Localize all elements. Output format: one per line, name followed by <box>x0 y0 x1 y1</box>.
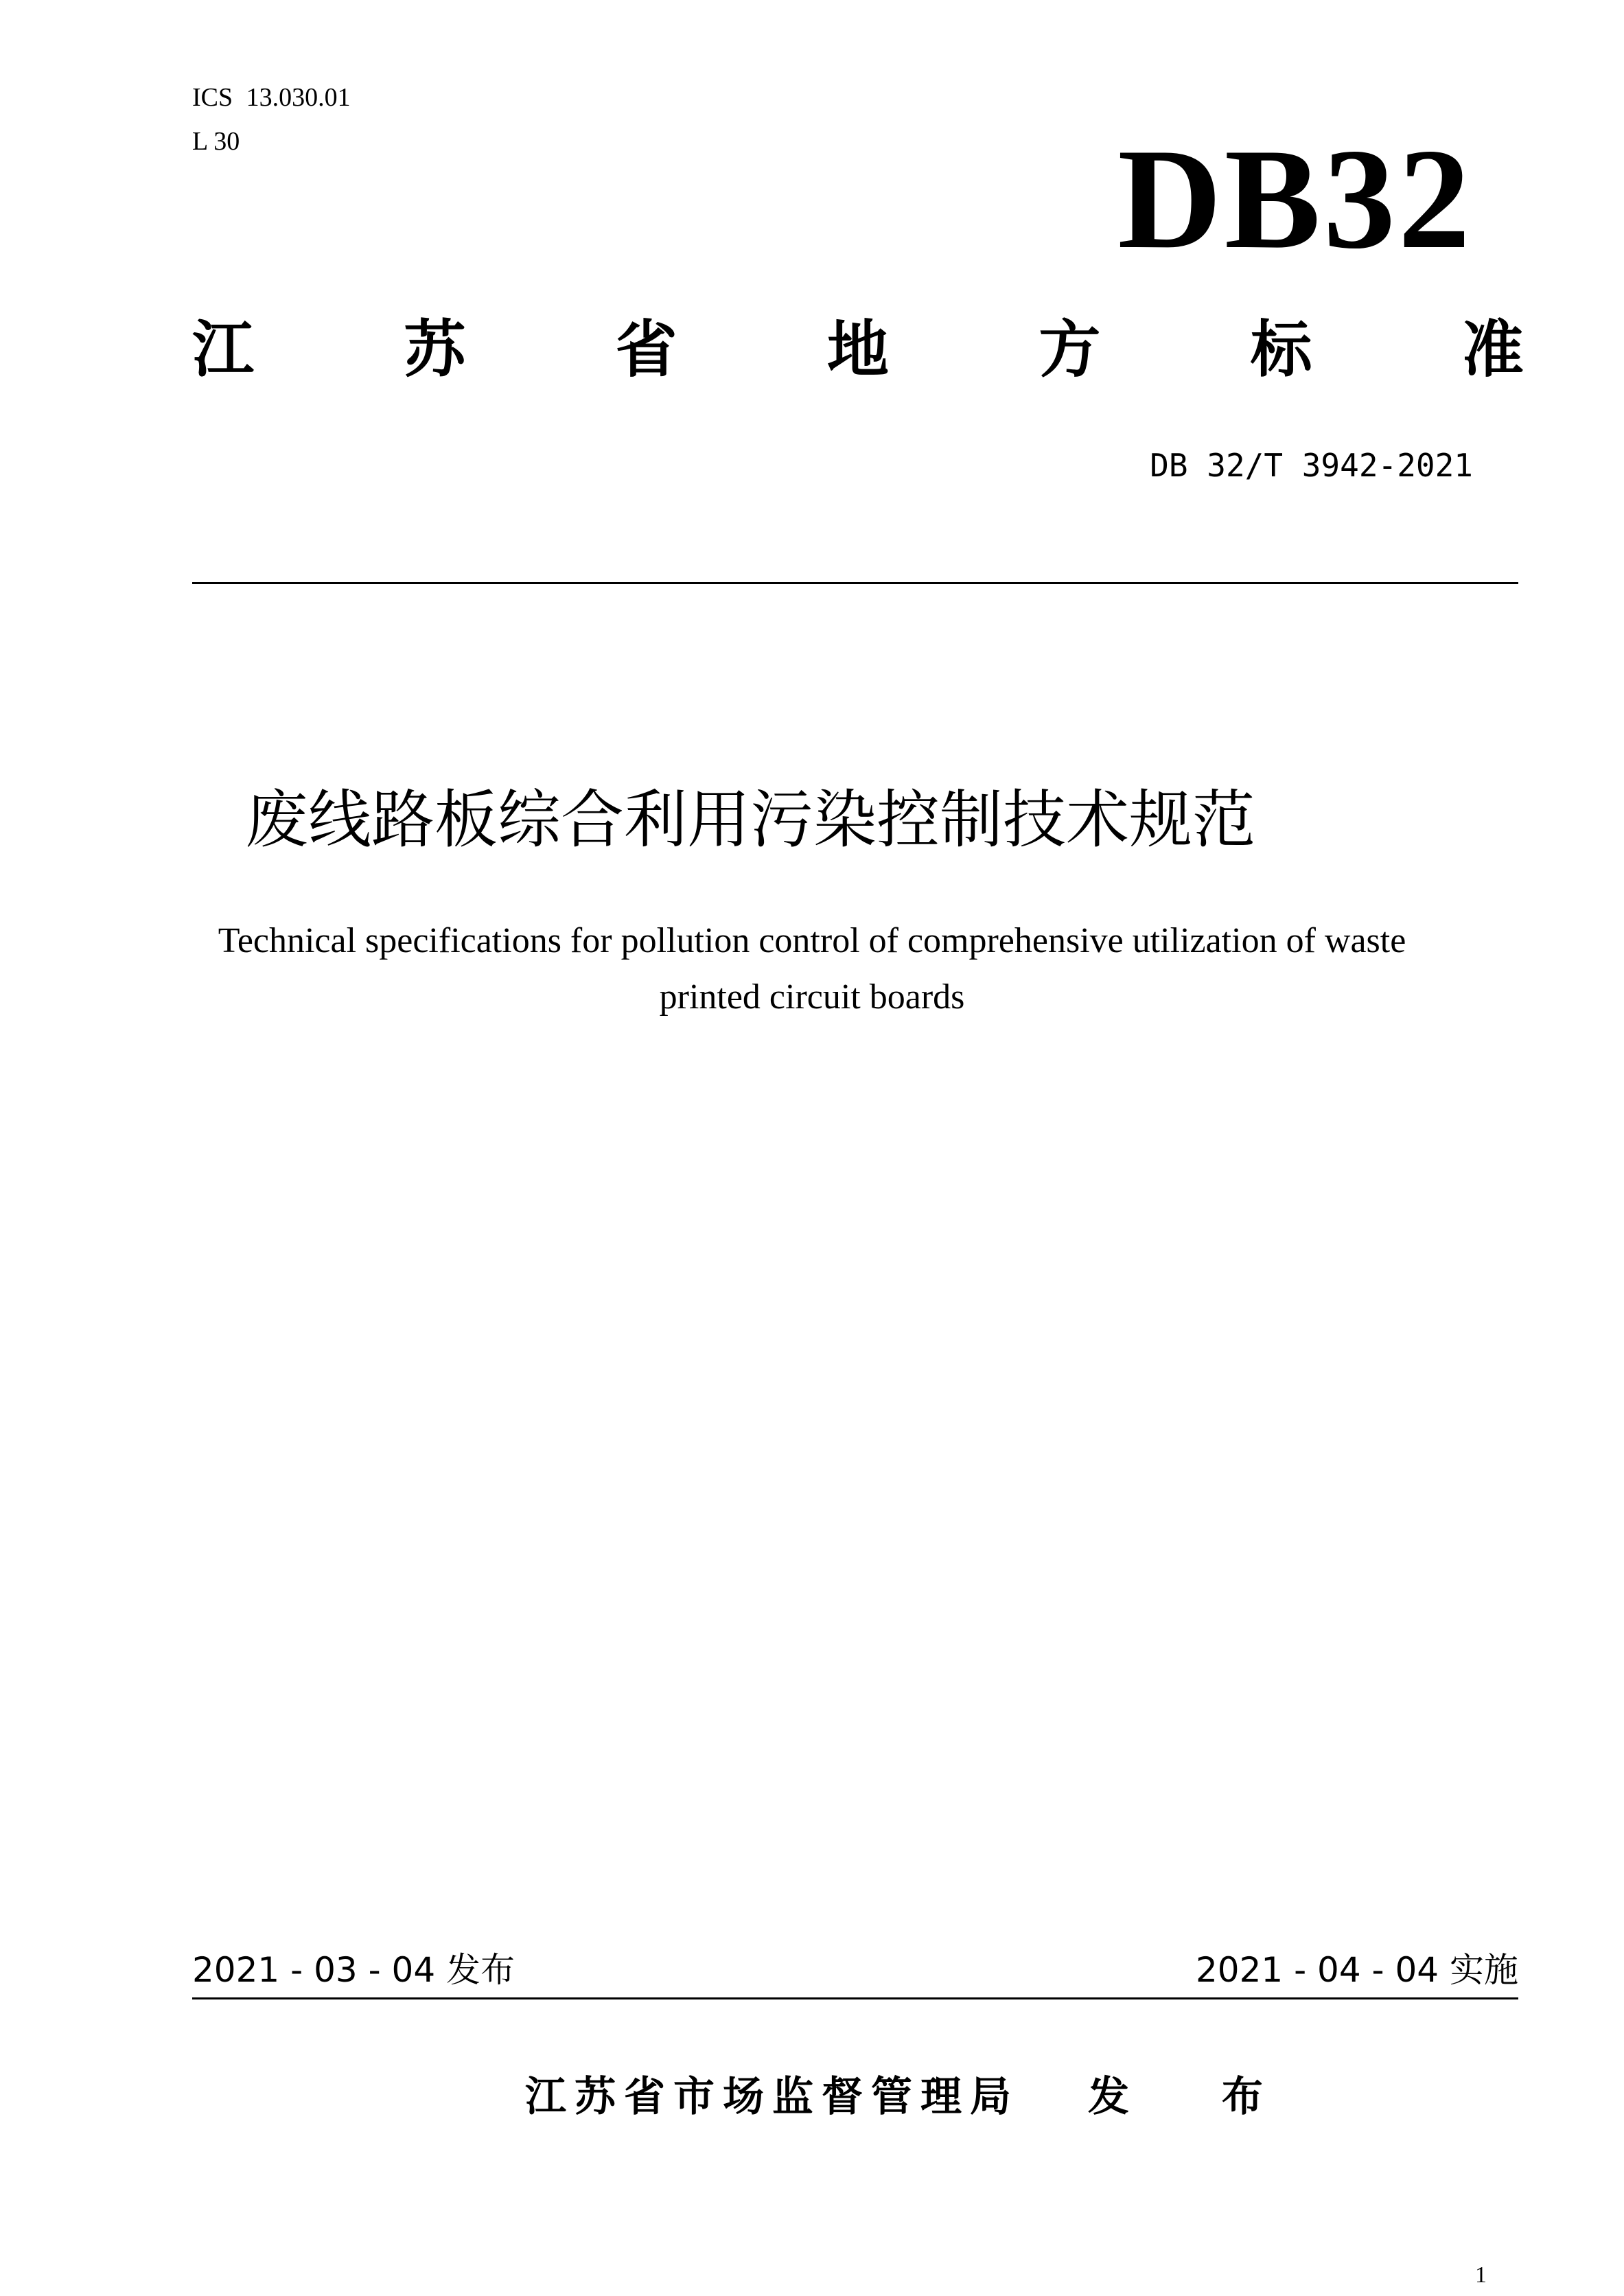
db32-logo: DB32 <box>1117 119 1473 279</box>
standard-type-char: 方 <box>1039 314 1101 386</box>
standard-number: DB 32/T 3942-2021 <box>1150 447 1473 484</box>
standard-type-char: 苏 <box>404 314 466 386</box>
english-title-line: Technical specifications for pollution control of comprehensive utilization of waste <box>218 921 1406 960</box>
classification-code: L 30 <box>192 127 240 156</box>
publisher-line <box>525 2069 1271 2124</box>
issue-date: 2021 - 03 - 04 发布 <box>192 1950 515 1990</box>
standard-type-char: 准 <box>1461 314 1524 386</box>
standard-type-heading <box>192 312 1524 388</box>
page-number: 1 <box>1475 2262 1487 2288</box>
document-title-english <box>137 913 1487 1025</box>
standard-type-char: 标 <box>1250 314 1312 386</box>
standard-type-char: 省 <box>615 314 677 386</box>
publish-action: 发 布 <box>1088 2073 1271 2121</box>
english-title-line: printed circuit boards <box>659 977 965 1017</box>
date-divider <box>192 1997 1518 1999</box>
standard-type-char: 地 <box>826 314 889 386</box>
standard-type-char: 江 <box>192 314 254 386</box>
publisher-organization: 江苏省市场监督管理局 <box>525 2073 1019 2121</box>
header-divider <box>192 582 1518 584</box>
implementation-date: 2021 - 04 - 04 实施 <box>1195 1950 1518 1990</box>
ics-code: ICS 13.030.01 <box>192 83 351 112</box>
date-row <box>192 1948 1518 1992</box>
document-title-chinese: 废线路板综合利用污染控制技术规范 <box>244 783 1255 857</box>
